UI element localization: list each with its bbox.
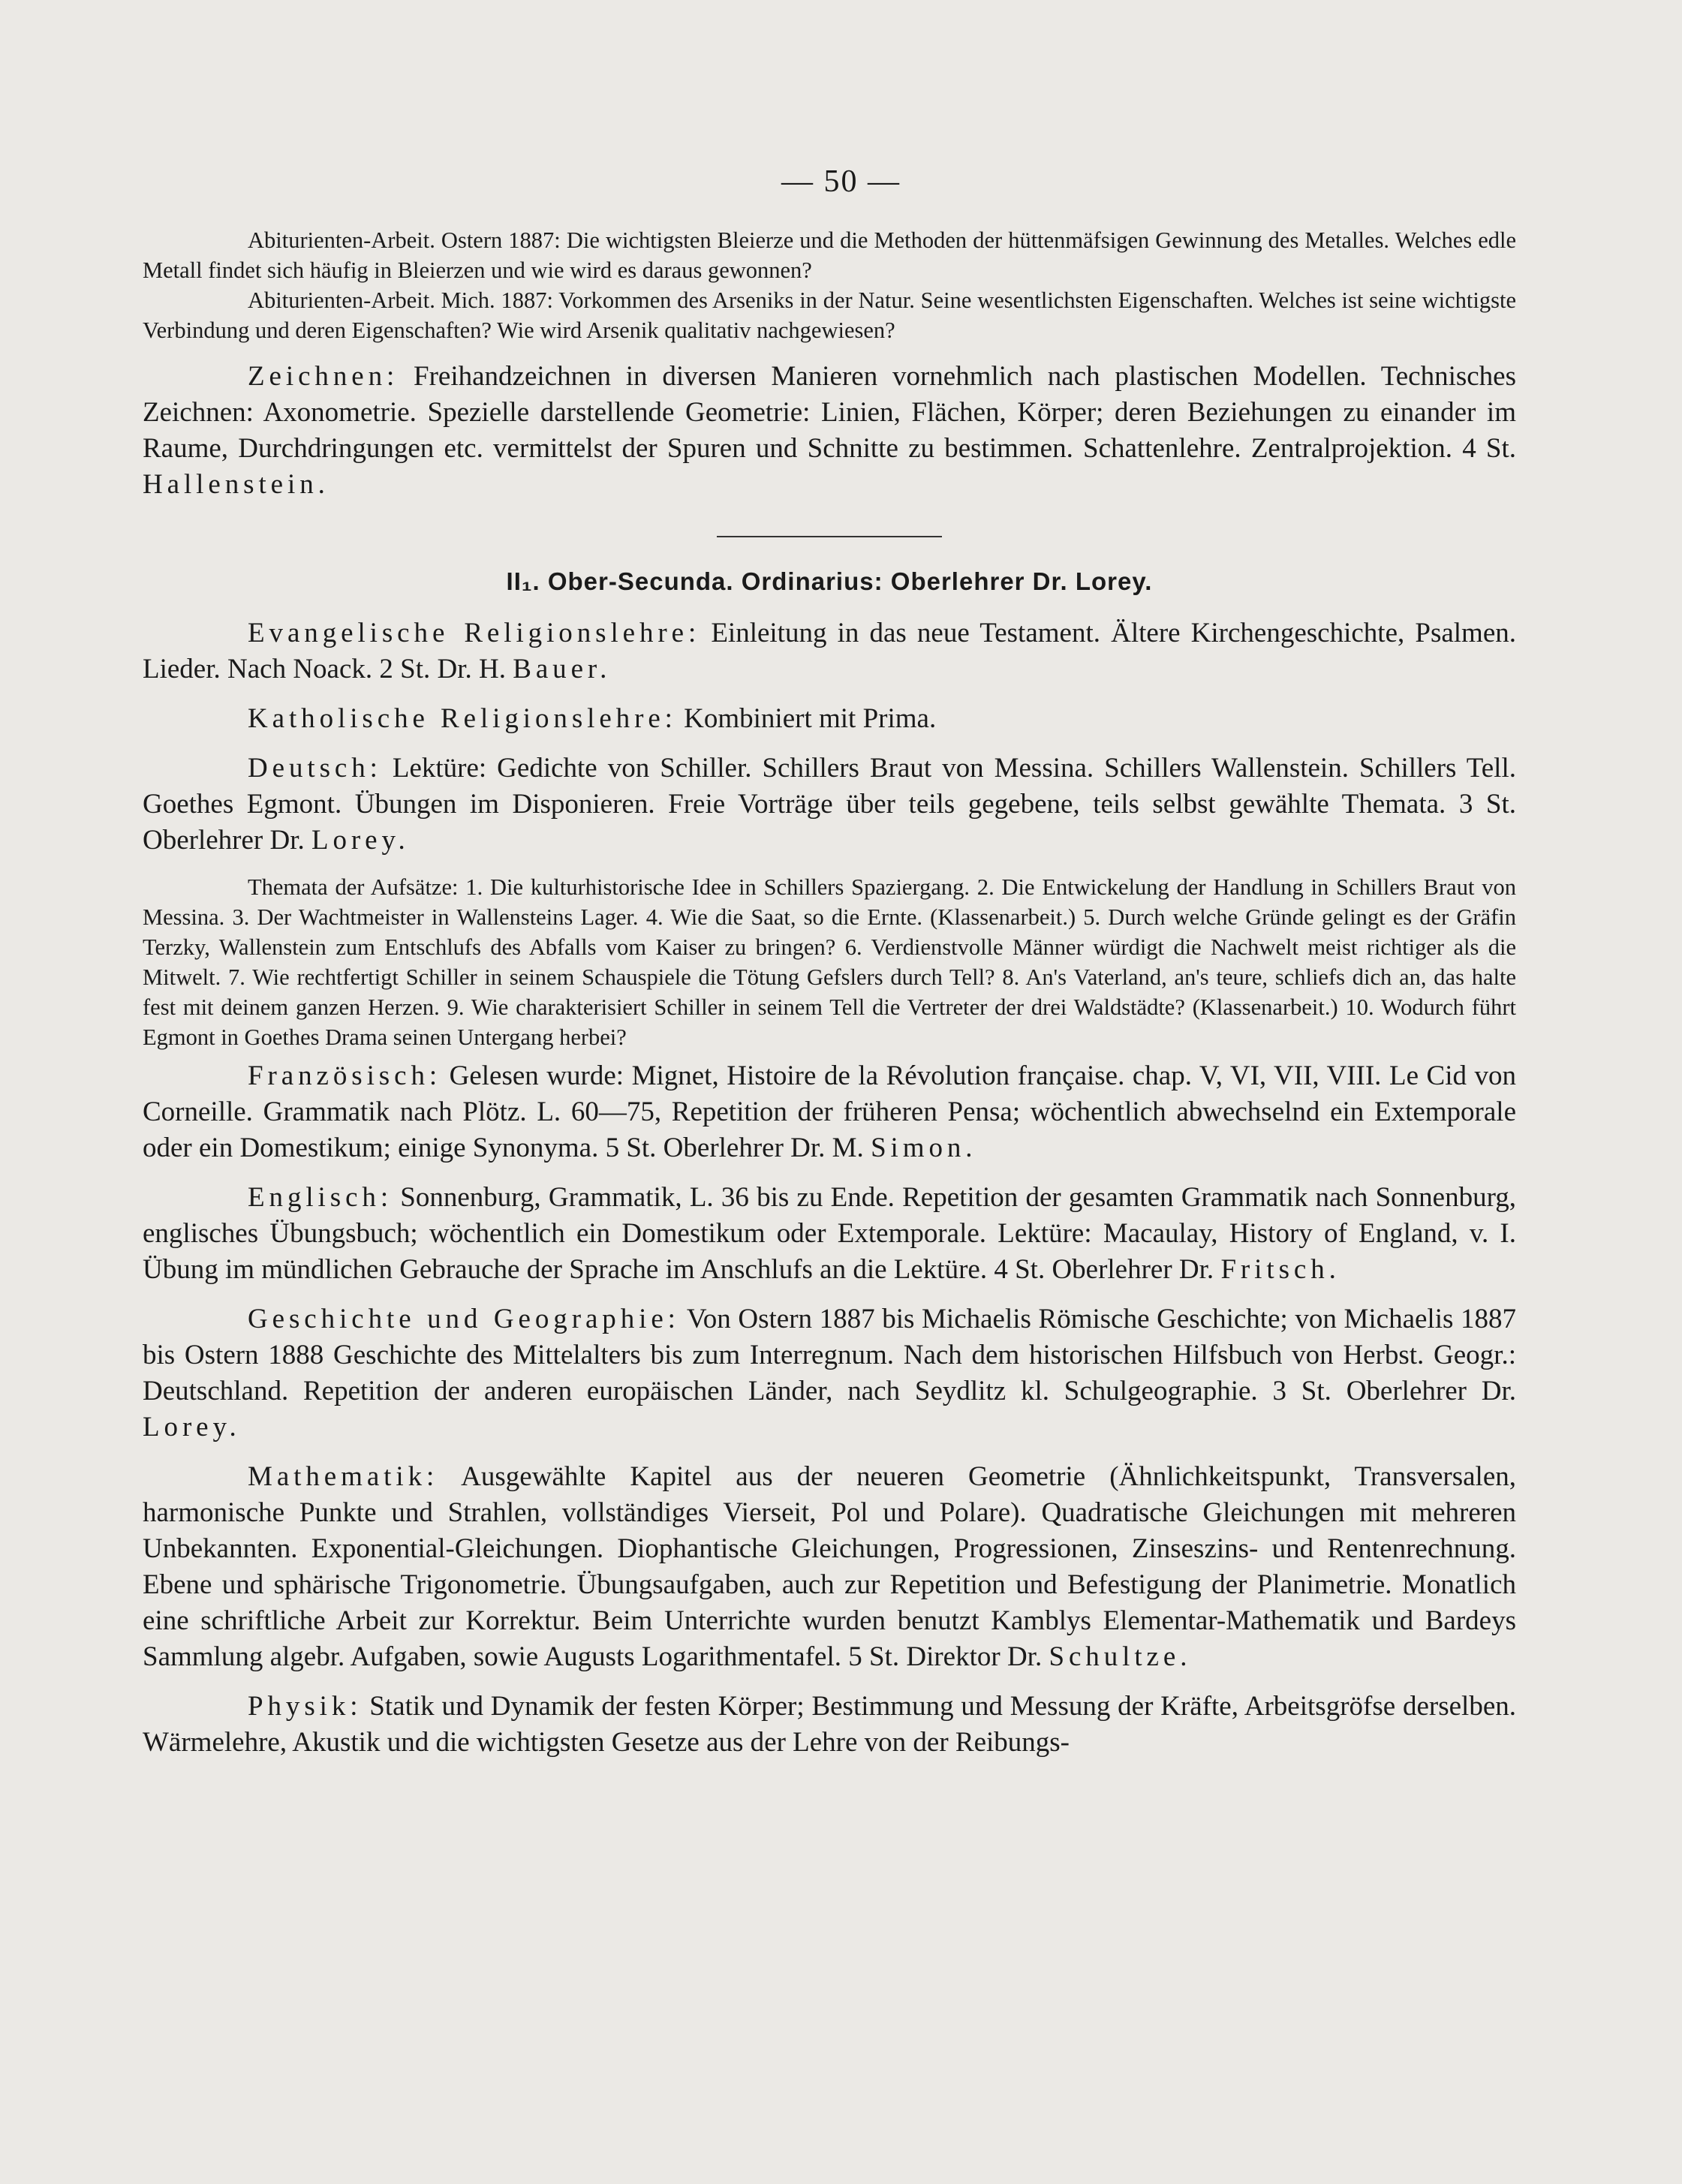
subject-text: Freihandzeichnen in diversen Manieren vornehmlich nach plastischen Modellen. Technisches Zeichnen: Axonometrie. Spezielle darstellende Geometrie: Linien, Flächen, Körper; deren Beziehungen zu einander im Raume, Durchdringungen etc. vermittelst der Spuren und Schnitte zu bestimmen. Schattenlehre. Zentralprojektion. 4 St. (143, 361, 1516, 464)
geschichte-paragraph (143, 1301, 1516, 1445)
physik-paragraph (143, 1689, 1516, 1761)
teacher-name: Lorey. (143, 1412, 241, 1442)
subject-text: Einleitung in das neue Testament. Ältere Kirchengeschichte, Psalmen. Lieder. Nach Noack. 2 St. Dr. H. (143, 618, 1516, 684)
katholische-religion-paragraph (143, 701, 1516, 737)
subject-text: Statik und Dynamik der festen Körper; Bestimmung und Messung der Kräfte, Arbeitsgröfse derselben. Wärmelehre, Akustik und die wichtigsten Gesetze aus der Lehre von der Reibungs- (143, 1691, 1516, 1758)
subject-label: Französisch: (248, 1060, 442, 1091)
franzoesisch-paragraph (143, 1058, 1516, 1166)
teacher-name: Hallenstein. (143, 469, 329, 500)
subject-text: Kombiniert mit Prima. (676, 703, 937, 734)
subject-label: Evangelische Religionslehre: (248, 618, 701, 648)
teacher-name: Lorey. (311, 825, 410, 856)
subject-text: Lektüre: Gedichte von Schiller. Schillers Braut von Messina. Schillers Wallenstein. Schillers Tell. Goethes Egmont. Übungen im Disponieren. Freie Vorträge über teils gegebene, teils selbst gewählte Themata. 3 St. Oberlehrer Dr. (143, 753, 1516, 856)
subject-text: Ausgewählte Kapitel aus der neueren Geometrie (Ähnlichkeitspunkt, Transversalen, harmonische Punkte und Strahlen, vollständiges Vierseit, Pol und Polare). Quadratische Gleichungen mit mehreren Unbekannten. Exponential-Gleichungen. Diophantische Gleichungen, Progressionen, Zinseszins- und Rentenrechnung. Ebene und sphärische Trigonometrie. Übungsaufgaben, auch zur Repetition und Befestigung der Planimetrie. Monatlich eine schriftliche Arbeit zur Korrektur. Beim Unterrichte wurden benutzt Kamblys Elementar-Mathematik und Bardeys Sammlung algebr. Aufgaben, sowie Augusts Logarithmentafel. 5 St. Direktor Dr. (143, 1461, 1516, 1672)
subject-label: Physik: (248, 1691, 363, 1722)
teacher-name: Simon. (871, 1133, 977, 1163)
teacher-name: Schultze. (1049, 1641, 1192, 1672)
abitur-paragraph-2: Abiturienten-Arbeit. Mich. 1887: Vorkommen des Arseniks in der Natur. Seine wesentlichsten Eigenschaften. Welches ist seine wichtigste Verbindung und deren Eigenschaften? Wie wird Arsenik qualitativ nachgewiesen? (143, 287, 1516, 343)
abitur-paragraph-1: Abiturienten-Arbeit. Ostern 1887: Die wichtigsten Bleierze und die Methoden der hüttenmäfsigen Gewinnung des Metalles. Welches edle Metall findet sich häufig in Bleierzen und wie wird es daraus gewonnen? (143, 227, 1516, 283)
englisch-paragraph (143, 1180, 1516, 1288)
subject-label: Zeichnen: (248, 361, 399, 392)
mathematik-paragraph (143, 1459, 1516, 1675)
page-number: — 50 — (781, 164, 901, 199)
themata-paragraph: Themata der Aufsätze: 1. Die kulturhistorische Idee in Schillers Spaziergang. 2. Die Entwickelung der Handlung in Schillers Braut von Messina. 3. Der Wachtmeister in Wallensteins Lager. 4. Wie die Saat, so die Ernte. (Klassenarbeit.) 5. Durch welche Gründe gelingt es der Gräfin Terzky, Wallenstein zum Entschlufs des Abfalls vom Kaiser zu bringen? 6. Verdienstvolle Männer würdigt die Nachwelt meist richtiger als die Mitwelt. 7. Wie rechtfertigt Schiller in seinem Schauspiele die Tötung Gefslers durch Tell? 8. An's Vaterland, an's teure, schliefs dich an, das halte fest mit deinem ganzen Herzen. 9. Wie charakterisiert Schiller in seinem Tell die Vertreter der drei Waldstädte? (Klassenarbeit.) 10. Wodurch führt Egmont in Goethes Drama seinen Untergang herbei? (143, 874, 1516, 1050)
page-content (143, 225, 1516, 1761)
section-divider (717, 536, 942, 537)
subject-label: Mathematik: (248, 1461, 439, 1492)
subject-label: Geschichte und Geographie: (248, 1304, 680, 1334)
teacher-name: Fritsch. (1220, 1254, 1340, 1285)
subject-label: Englisch: (248, 1182, 393, 1213)
zeichnen-paragraph (143, 359, 1516, 503)
subject-label: Deutsch: (248, 753, 382, 784)
evangelische-religion-paragraph (143, 615, 1516, 687)
subject-label: Katholische Religionslehre: (248, 703, 677, 734)
teacher-name: Bauer. (513, 654, 612, 684)
subject-text: Gelesen wurde: Mignet, Histoire de la Révolution française. chap. V, VI, VII, VIII. Le Cid von Corneille. Grammatik nach Plötz. L. 60—75, Repetition der früheren Pensa; wöchentlich abwechselnd ein Extemporale oder ein Domestikum; einige Synonyma. 5 St. Oberlehrer Dr. M. (143, 1060, 1516, 1163)
deutsch-paragraph (143, 751, 1516, 859)
section-heading: II₁. Ober-Secunda. Ordinarius: Oberlehrer Dr. Lorey. (506, 567, 1153, 595)
subject-text: Sonnenburg, Grammatik, L. 36 bis zu Ende. Repetition der gesamten Grammatik nach Sonnenburg, englisches Übungsbuch; wöchentlich ein Domestikum oder Extemporale. Lektüre: Macaulay, History of England, v. I. Übung im mündlichen Gebrauche der Sprache im Anschlufs an die Lektüre. 4 St. Oberlehrer Dr. (143, 1182, 1516, 1285)
subject-text: Von Ostern 1887 bis Michaelis Römische Geschichte; von Michaelis 1887 bis Ostern 1888 Geschichte des Mittelalters bis zum Interregnum. Nach dem historischen Hilfsbuch von Herbst. Geogr.: Deutschland. Repetition der anderen europäischen Länder, nach Seydlitz kl. Schulgeographie. 3 St. Oberlehrer Dr. (143, 1304, 1516, 1406)
